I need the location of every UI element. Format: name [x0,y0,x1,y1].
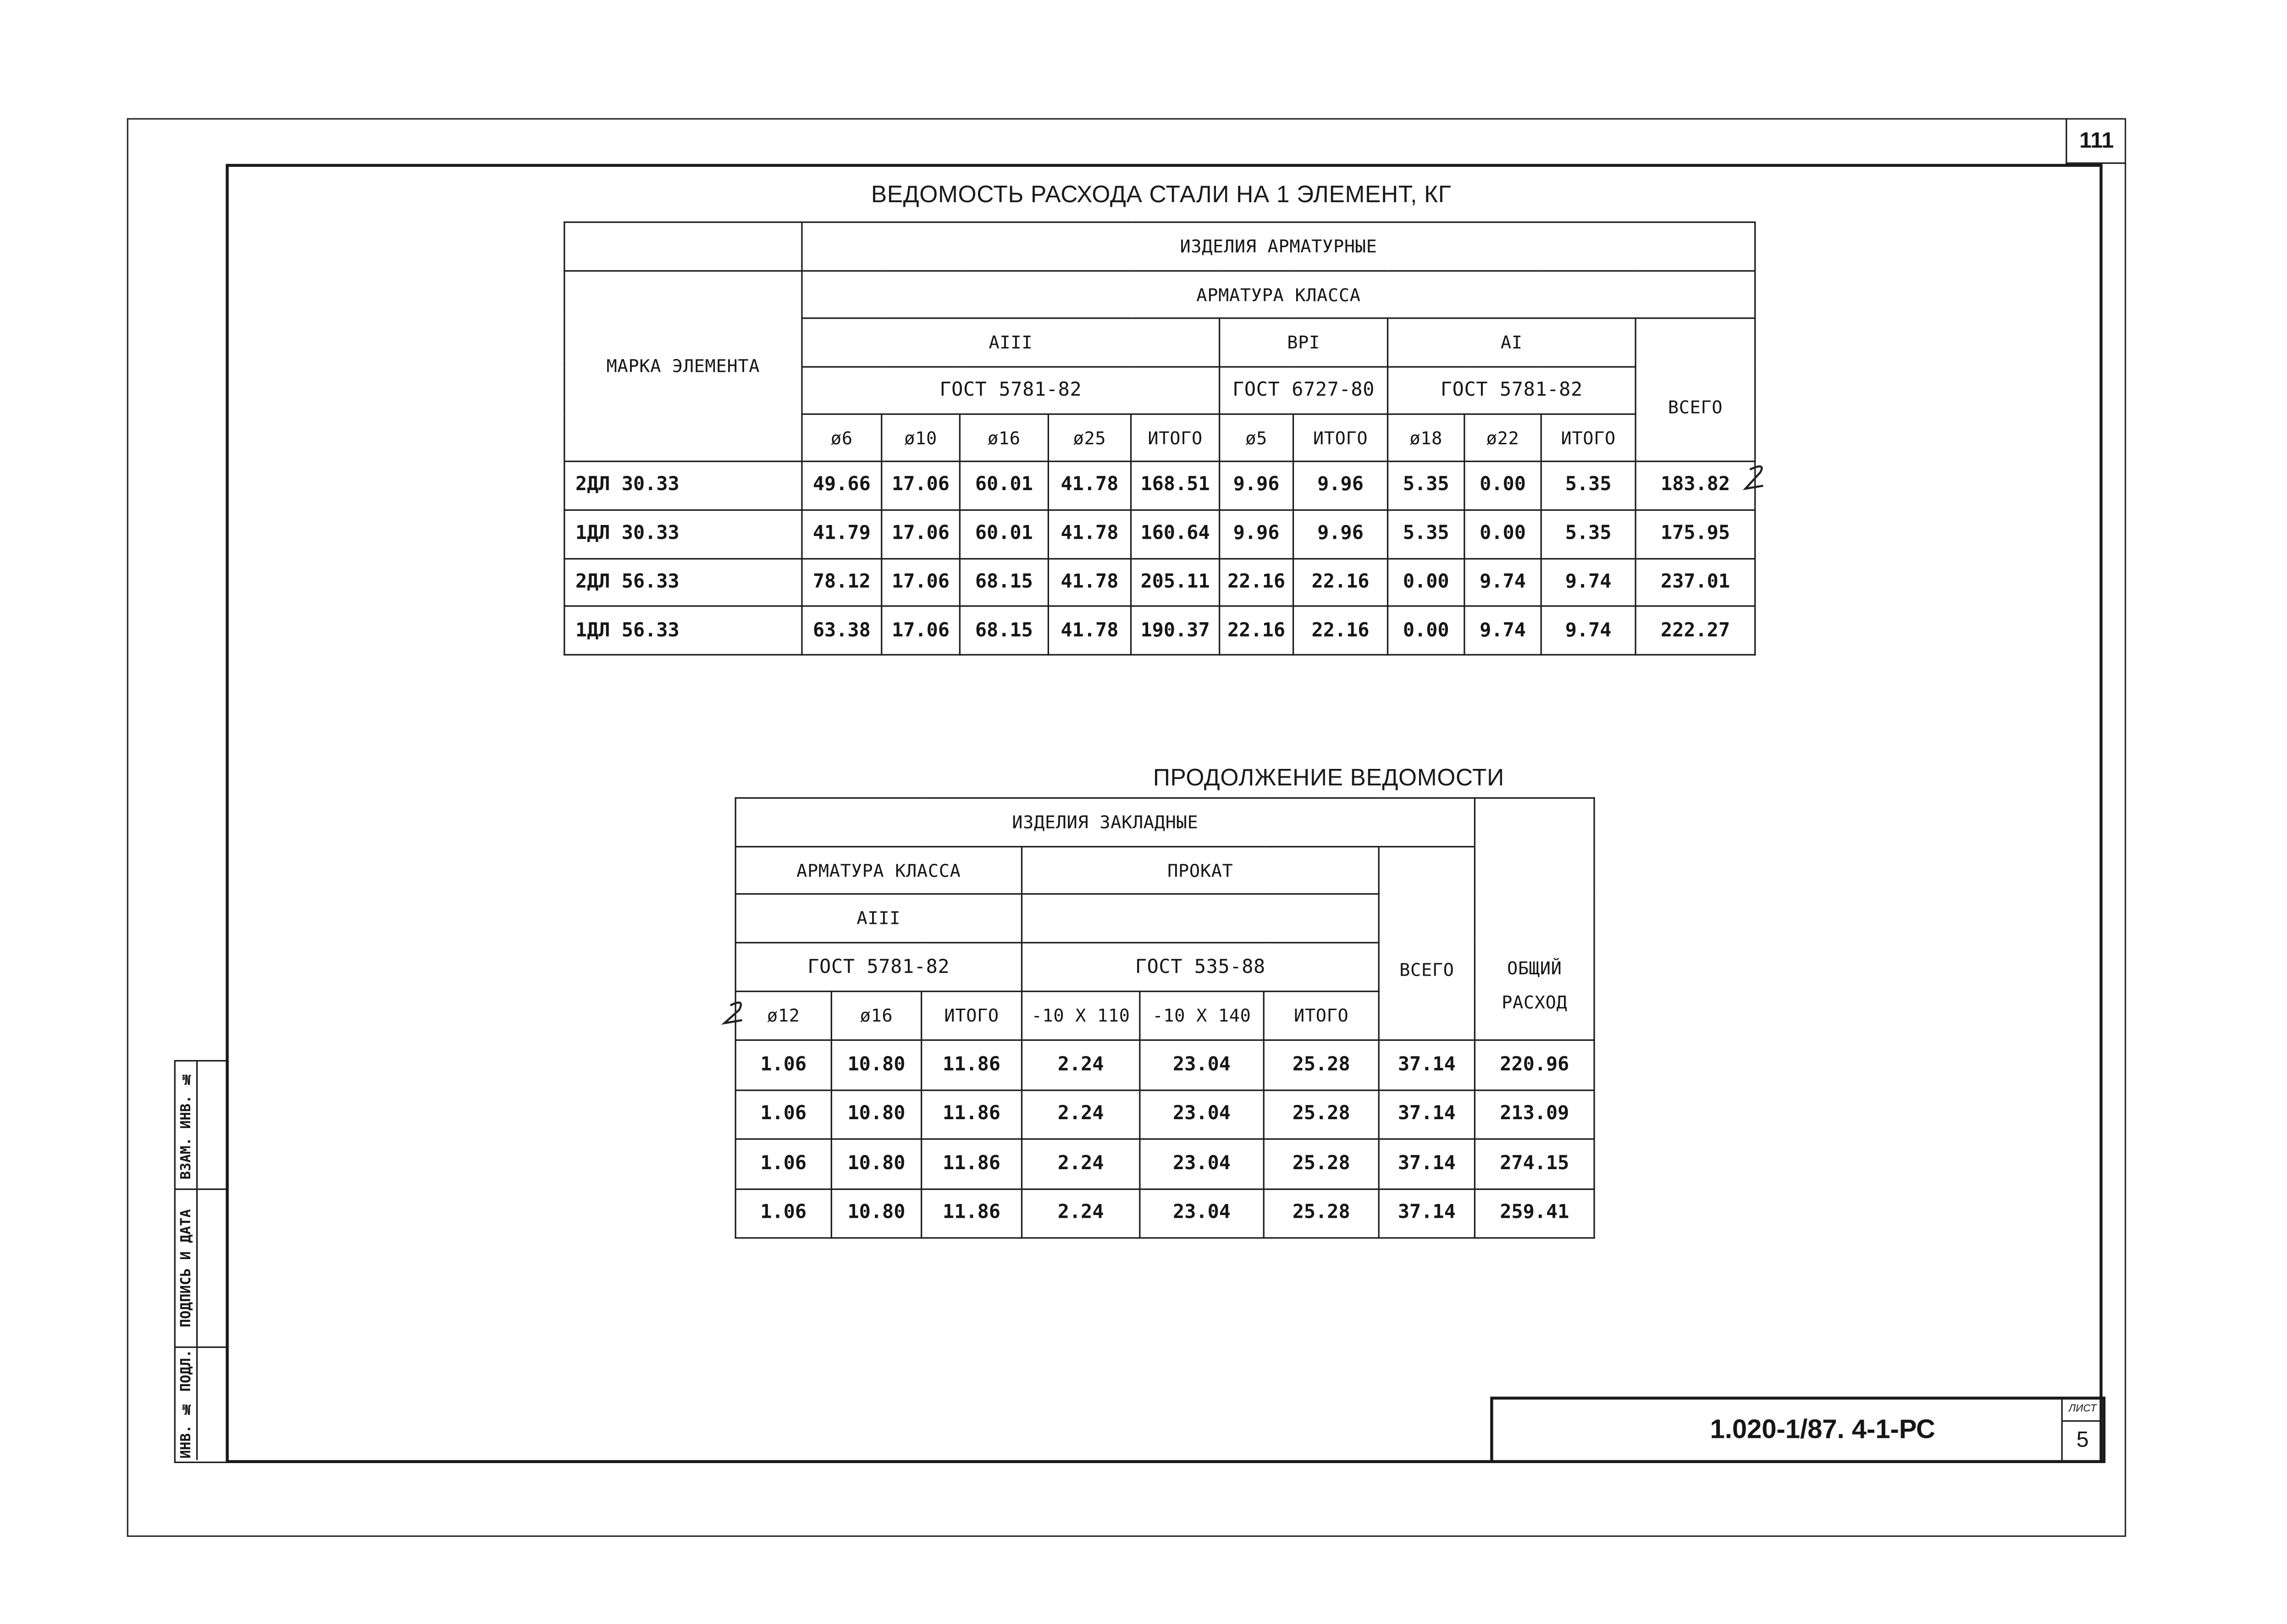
table2-cell: 1.06 [735,1139,831,1188]
table1-cell: 1ДЛ 56.33 [564,607,802,655]
binding-strip [174,1060,229,1463]
table1-cell: 9.74 [1464,558,1541,606]
table2-cell: 25.28 [1264,1089,1379,1139]
table2-cell: 10.80 [831,1188,921,1238]
table2-cell: 1.06 [735,1188,831,1238]
table1-cell: 60.01 [960,461,1048,509]
table2-cell: 23.04 [1140,1089,1264,1139]
table2-title: ПРОДОЛЖЕНИЕ ВЕДОМОСТИ [1153,766,1504,791]
table1-cell: 5.35 [1388,510,1464,558]
table1-gost-vr1: ГОСТ 6727-80 [1220,367,1388,414]
table2-grand-total-line: РАСХОД [1502,992,1568,1013]
table1-cell: 237.01 [1635,558,1755,606]
table1-cell: 0.00 [1464,461,1541,509]
table1-cell: 41.78 [1048,510,1131,558]
table1-cell: 9.74 [1464,607,1541,655]
table2-cell: 2.24 [1022,1089,1139,1139]
table2-cell: 10.80 [831,1040,921,1089]
table1-cell: 17.06 [882,607,960,655]
table2-cell: 1.06 [735,1089,831,1139]
table1-group-header: ИЗДЕЛИЯ АРМАТУРНЫЕ [802,222,1755,271]
table1-cell: 17.06 [882,461,960,509]
table2-cell: 2.24 [1022,1139,1139,1188]
table2-cell: 259.41 [1475,1188,1594,1238]
table2-cell: 11.86 [922,1089,1022,1139]
table1-row [564,461,1755,509]
table2-row [735,1188,1594,1238]
table1-header-row [564,222,1755,271]
table1-cell: 41.78 [1048,461,1131,509]
table1-cell: 9.96 [1220,461,1293,509]
binding-row-original [176,1348,227,1460]
binding-label-cell [176,1190,198,1346]
table2-cell: 37.14 [1379,1040,1475,1089]
table2-column-header: ИТОГО [1264,991,1379,1040]
table2-cell: 10.80 [831,1139,921,1188]
table2-column-header: -10 X 110 [1022,991,1139,1040]
table2-column-header: ø12 [735,991,831,1040]
table1-corner-cell [564,222,802,271]
table1-cell: 205.11 [1131,558,1220,606]
table1-cell: 9.96 [1293,461,1388,509]
table1-cell: 9.96 [1293,510,1388,558]
table1-cell: 2ДЛ 30.33 [564,461,802,509]
table2-row [735,1040,1594,1089]
document-designation: 1.020-1/87. 4-1-РС [1493,1400,2063,1460]
table2-rebar-class-header: АРМАТУРА КЛАССА [735,847,1022,894]
table2-group-header: ИЗДЕЛИЯ ЗАКЛАДНЫЕ [735,798,1475,846]
table2-cell: 23.04 [1140,1139,1264,1188]
table2-header-row [735,847,1594,894]
table2-rolled-header: ПРОКАТ [1022,847,1379,894]
binding-label-signature: ПОДПИСЬ И ДАТА [177,1209,194,1327]
table1-cell: 175.95 [1635,510,1755,558]
table1-cell: 60.01 [960,510,1048,558]
table1-cell: 78.12 [802,558,882,606]
sheet-label: ЛИСТ [2063,1400,2103,1422]
table1-column-header: ø16 [960,414,1048,461]
table1-cell: 183.82 [1635,461,1755,509]
table1-cell: 17.06 [882,558,960,606]
table2-header-row [735,798,1594,846]
table1-row [564,510,1755,558]
top-sheet-number-box [2066,118,2126,164]
table1-cell: 22.16 [1293,558,1388,606]
table2-row [735,1139,1594,1188]
table2-cell: 10.80 [831,1089,921,1139]
table2-grand-total-line: ОБЩИЙ [1507,958,1562,979]
table1-gost-a3: ГОСТ 5781-82 [802,367,1220,414]
binding-row-replacement [176,1061,227,1190]
table2-cell: 25.28 [1264,1139,1379,1188]
table1-cell: 0.00 [1388,607,1464,655]
table1-cell: 68.15 [960,558,1048,606]
table1-class-a1: АI [1388,318,1636,367]
table2-cell: 37.14 [1379,1188,1475,1238]
binding-label-replacement: ВЗАМ. ИНВ. № [177,1070,194,1180]
sheet-number: 5 [2076,1427,2089,1453]
steel-consumption-table [563,221,1756,656]
embedded-items-table [735,797,1595,1239]
top-sheet-number: 111 [2079,127,2114,153]
table2-cell: 274.15 [1475,1139,1594,1188]
binding-label-cell [176,1348,198,1460]
table2-gost-rolled: ГОСТ 535-88 [1022,943,1379,991]
table1-column-header: ø6 [802,414,882,461]
table1-title: ВЕДОМОСТЬ РАСХОДА СТАЛИ НА 1 ЭЛЕМЕНТ, КГ [871,183,1452,209]
table1-cell: 41.78 [1048,607,1131,655]
table2-cell: 220.96 [1475,1040,1594,1089]
table1-column-header: ИТОГО [1131,414,1220,461]
table1-cell: 0.00 [1388,558,1464,606]
table1-total-header: ВСЕГО [1635,318,1755,461]
table1-cell: 41.78 [1048,558,1131,606]
table1-mark-header: МАРКА ЭЛЕМЕНТА [564,271,802,461]
table1-cell: 2ДЛ 56.33 [564,558,802,606]
table1-column-header: ø22 [1464,414,1541,461]
table1-cell: 5.35 [1388,461,1464,509]
table2-column-header: ø16 [831,991,921,1040]
table1-cell: 0.00 [1464,510,1541,558]
table1-cell: 22.16 [1220,558,1293,606]
table2-cell: 11.86 [922,1188,1022,1238]
table2-column-header: -10 X 140 [1140,991,1264,1040]
table2-rolled-class-cell [1022,894,1379,943]
table1-cell: 168.51 [1131,461,1220,509]
table1-cell: 22.16 [1293,607,1388,655]
table2-cell: 25.28 [1264,1040,1379,1089]
table1-cell: 22.16 [1220,607,1293,655]
table1-cell: 5.35 [1541,510,1635,558]
table2-body [735,1040,1594,1237]
title-block [1490,1397,2105,1463]
table2-cell: 213.09 [1475,1089,1594,1139]
table2-cell: 11.86 [922,1139,1022,1188]
table1-row [564,558,1755,606]
binding-row-signature [176,1190,227,1348]
table2-cell: 2.24 [1022,1040,1139,1089]
table1-cell: 41.79 [802,510,882,558]
table2-cell: 23.04 [1140,1188,1264,1238]
table2-cell: 37.14 [1379,1139,1475,1188]
table1-column-header: ø5 [1220,414,1293,461]
table2-gost-a3: ГОСТ 5781-82 [735,943,1022,991]
binding-label-cell [176,1061,198,1188]
table1-gost-a1: ГОСТ 5781-82 [1388,367,1636,414]
table2-column-header: ИТОГО [922,991,1022,1040]
table2-cell: 23.04 [1140,1040,1264,1089]
table1-column-header: ИТОГО [1541,414,1635,461]
table1-cell: 5.35 [1541,461,1635,509]
table1-cell: 190.37 [1131,607,1220,655]
table2-cell: 1.06 [735,1040,831,1089]
table2-cell: 11.86 [922,1040,1022,1089]
table1-cell: 222.27 [1635,607,1755,655]
table1-column-header: ø25 [1048,414,1131,461]
table1-cell: 49.66 [802,461,882,509]
table2-grand-total-header [1475,798,1594,1040]
table2-cell: 37.14 [1379,1089,1475,1139]
table1-cell: 9.74 [1541,607,1635,655]
binding-label-original: ИНВ. № ПОДЛ. [177,1349,194,1459]
table1-cell: 9.96 [1220,510,1293,558]
table1-cell: 17.06 [882,510,960,558]
table1-cell: 9.74 [1541,558,1635,606]
table1-header-row [564,271,1755,318]
table2-cell: 2.24 [1022,1188,1139,1238]
table1-row [564,607,1755,655]
table2-total-header: ВСЕГО [1379,847,1475,1040]
table2-cell: 25.28 [1264,1188,1379,1238]
table1-cell: 1ДЛ 30.33 [564,510,802,558]
table1-rebar-class-header: АРМАТУРА КЛАССА [802,271,1755,318]
table1-cell: 63.38 [802,607,882,655]
table1-cell: 160.64 [1131,510,1220,558]
table1-class-vr1: ВРI [1220,318,1388,367]
table1-body [564,461,1755,655]
table1-column-header: ИТОГО [1293,414,1388,461]
table1-column-header: ø18 [1388,414,1464,461]
table1-class-a3: АIII [802,318,1220,367]
table1-column-header: ø10 [882,414,960,461]
table2-class-a3: АIII [735,894,1022,943]
table1-cell: 68.15 [960,607,1048,655]
table2-row [735,1089,1594,1139]
